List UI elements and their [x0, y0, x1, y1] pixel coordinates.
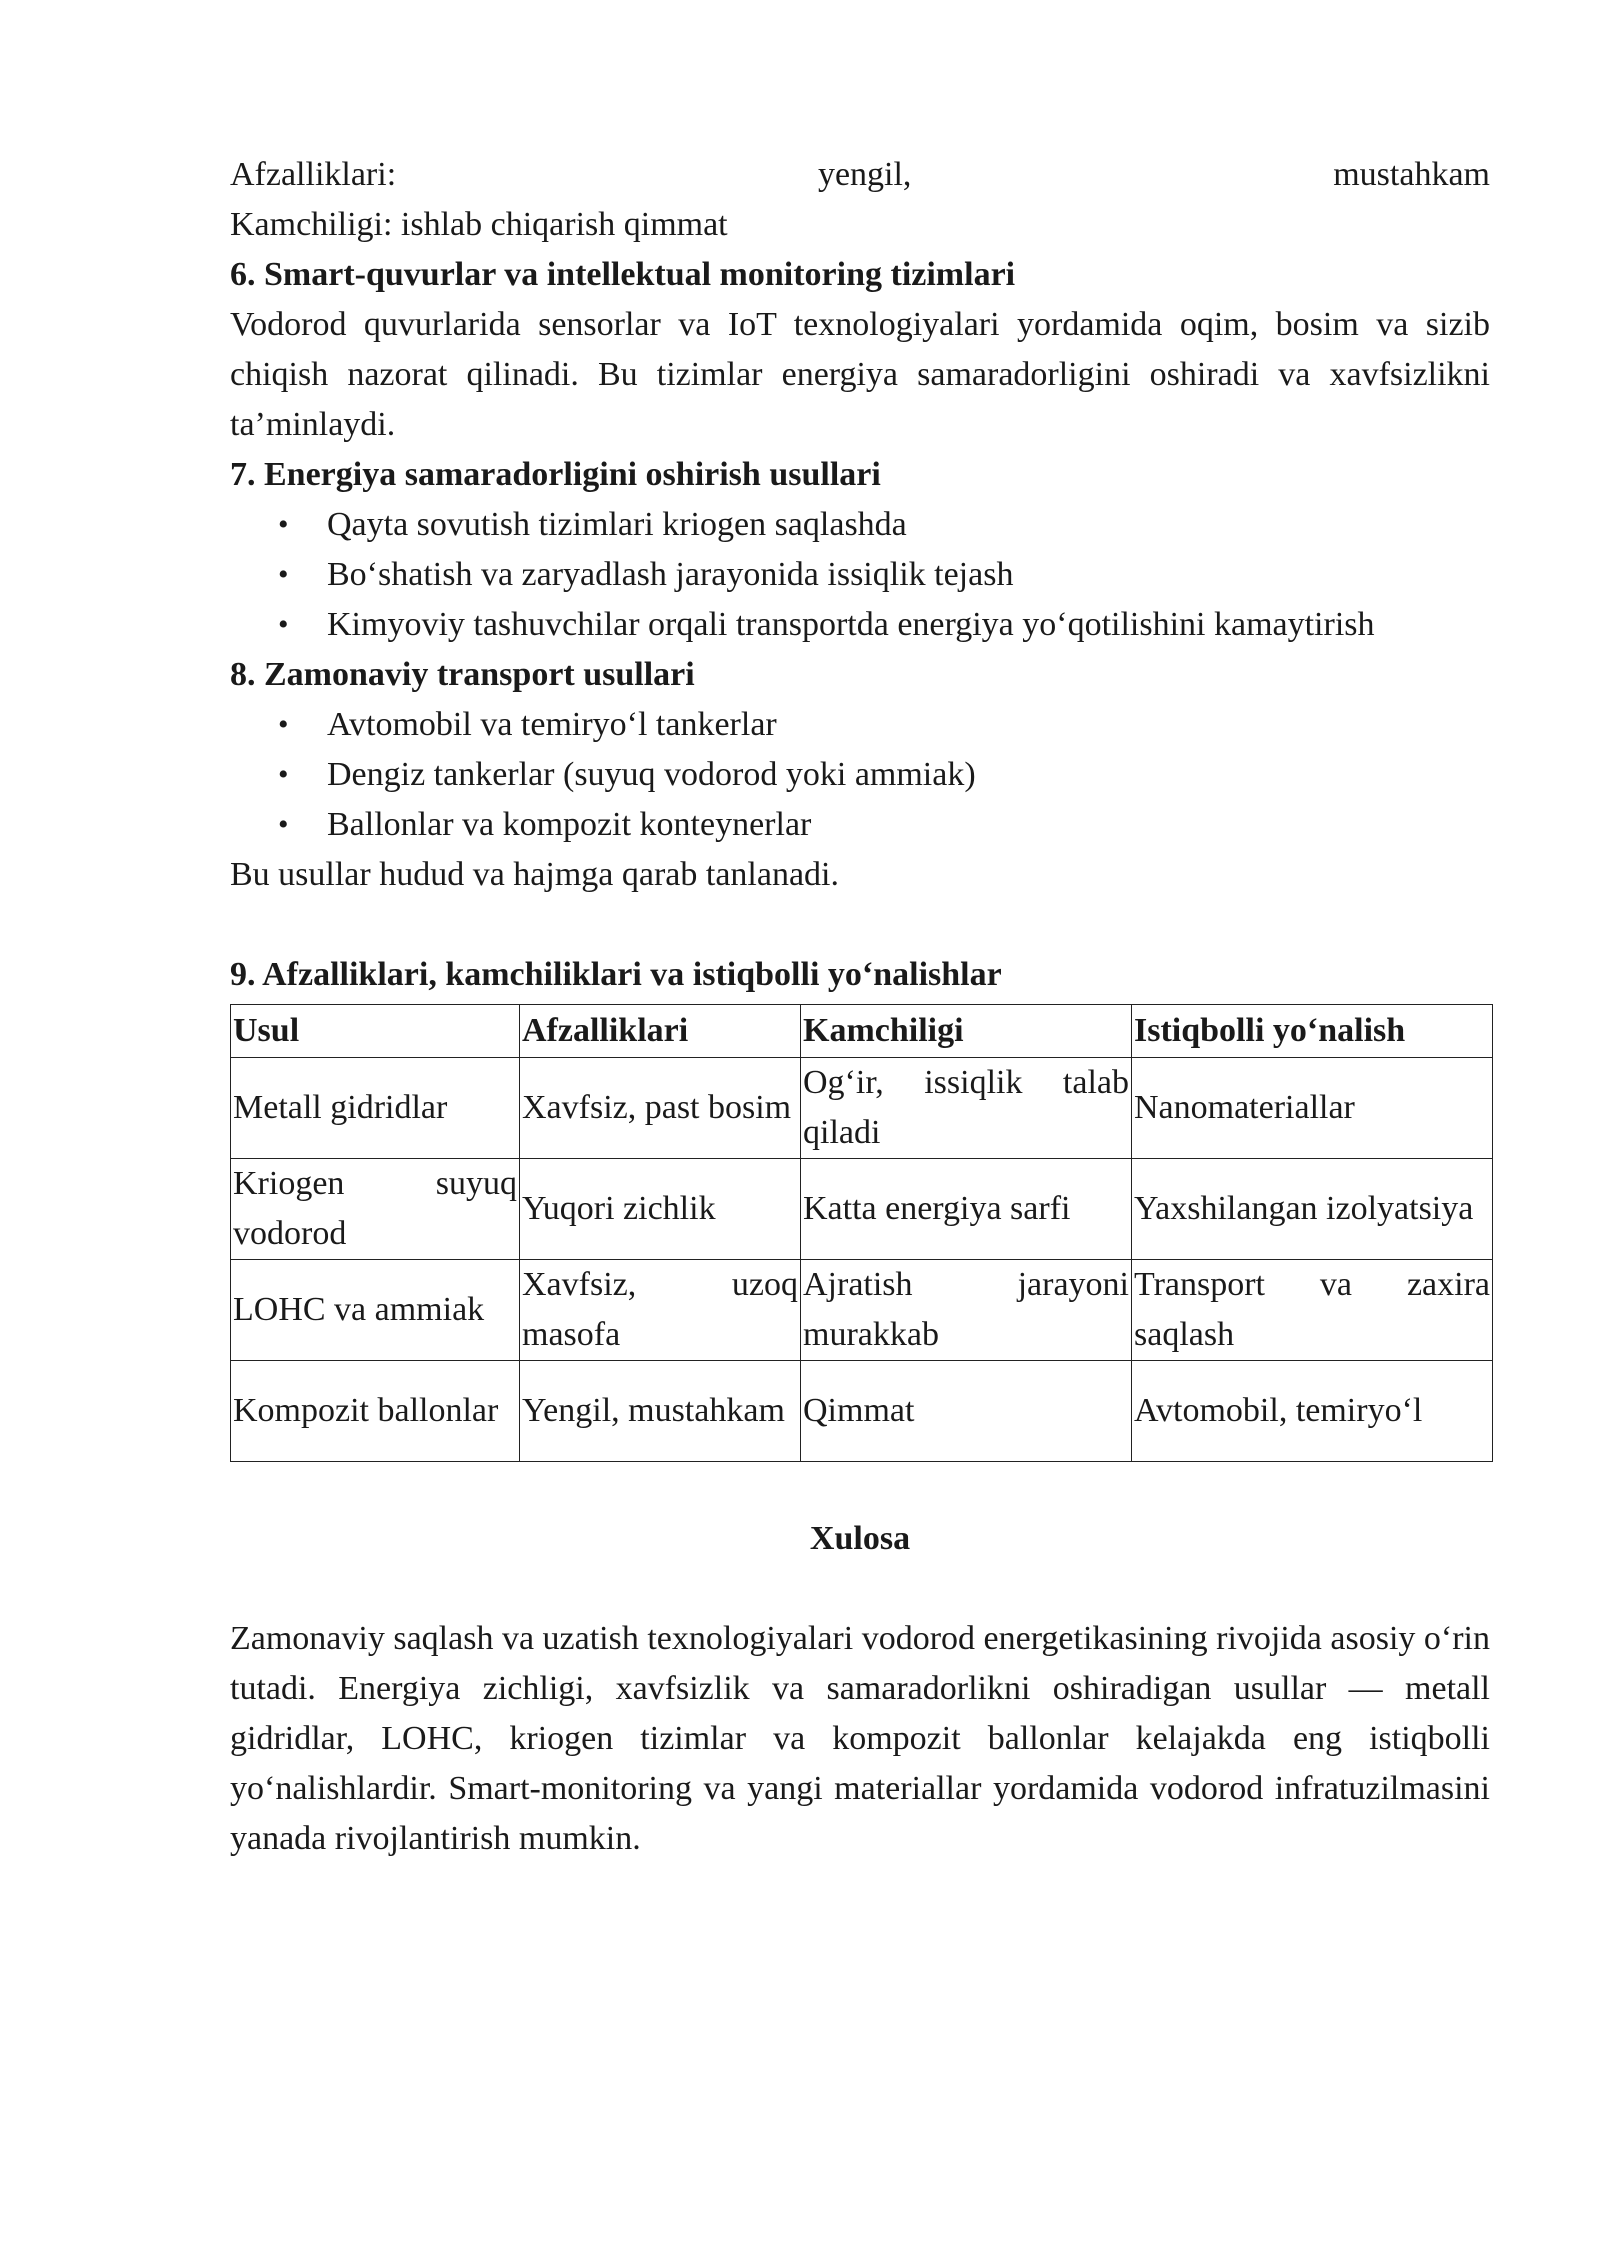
list-item: • Dengiz tankerlar (suyuq vodorod yoki ammiak): [230, 750, 1490, 800]
table-cell: Ajratish jarayoni murakkab: [801, 1260, 1132, 1361]
table-cell: Kriogen suyuq vodorod: [231, 1159, 520, 1260]
header-usul: Usul: [231, 1005, 520, 1058]
table-cell: Qimmat: [801, 1361, 1132, 1462]
header-kamchiligi: Kamchiligi: [801, 1005, 1132, 1058]
list-item: • Qayta sovutish tizimlari kriogen saqlashda: [230, 500, 1490, 550]
section-7-list: [230, 500, 1490, 650]
table-cell: Katta energiya sarfi: [801, 1159, 1132, 1260]
conclusion-body: Zamonaviy saqlash va uzatish texnologiyalari vodorod energetikasining rivojida asosiy o‘rin tutadi. Energiya zichligi, xavfsizlik va samaradorlikni oshiradigan usullar — metall gidridlar, LOHC, kriogen tizimlar va kompozit ballonlar kelajakda eng istiqbolli yo‘nalishlardir. Smart-monitoring va yangi materiallar yordamida vodorod infratuzilmasini yanada rivojlantirish mumkin.: [230, 1620, 1490, 1857]
document-page: [230, 150, 1490, 1864]
table-cell: Kompozit ballonlar: [231, 1361, 520, 1462]
list-item: • Kimyoviy tashuvchilar orqali transportda energiya yo‘qotilishini kamaytirish: [230, 600, 1490, 650]
table-cell: Xavfsiz, past bosim: [520, 1058, 801, 1159]
section-8-note: Bu usullar hudud va hajmga qarab tanlanadi.: [230, 856, 839, 893]
list-item: • Ballonlar va kompozit konteynerlar: [230, 800, 1490, 850]
section-8-list: [230, 700, 1490, 850]
table-header-row: [231, 1005, 1493, 1058]
table-cell: Og‘ir, issiqlik talab qiladi: [801, 1058, 1132, 1159]
list-item: • Bo‘shatish va zaryadlash jarayonida issiqlik tejash: [230, 550, 1490, 600]
table-cell: Yaxshilangan izolyatsiya: [1132, 1159, 1493, 1260]
advantages-label: Afzalliklari:: [230, 156, 397, 193]
section-8-title: 8. Zamonaviy transport usullari: [230, 656, 695, 693]
table-row: [231, 1361, 1493, 1462]
table-row: [231, 1260, 1493, 1361]
table-row: [231, 1058, 1493, 1159]
table-cell: Avtomobil, temiryo‘l: [1132, 1361, 1493, 1462]
section-7-title: 7. Energiya samaradorligini oshirish usullari: [230, 456, 881, 493]
advantages-word-2: mustahkam: [1333, 156, 1490, 193]
advantages-word-1: yengil,: [817, 156, 912, 193]
table-cell: LOHC va ammiak: [231, 1260, 520, 1361]
header-afzalliklari: Afzalliklari: [520, 1005, 801, 1058]
table-cell: Nanomateriallar: [1132, 1058, 1493, 1159]
comparison-table: [230, 1004, 1493, 1462]
table-cell: Yuqori zichlik: [520, 1159, 801, 1260]
conclusion-title: Xulosa: [809, 1520, 911, 1557]
section-6-title: 6. Smart-quvurlar va intellektual monitoring tizimlari: [230, 256, 1016, 293]
table-row: [231, 1159, 1493, 1260]
section-6-body: Vodorod quvurlarida sensorlar va IoT texnologiyalari yordamida oqim, bosim va sizib chiqish nazorat qilinadi. Bu tizimlar energiya samaradorligini oshiradi va xavfsizlikni ta’minlaydi.: [230, 306, 1490, 443]
spacer: [230, 900, 1490, 950]
table-cell: Xavfsiz, uzoq masofa: [520, 1260, 801, 1361]
table-cell: Transport va zaxira saqlash: [1132, 1260, 1493, 1361]
table-cell: Metall gidridlar: [231, 1058, 520, 1159]
drawback-line: Kamchiligi: ishlab chiqarish qimmat: [230, 206, 728, 243]
table-cell: Yengil, mustahkam: [520, 1361, 801, 1462]
list-item: • Avtomobil va temiryo‘l tankerlar: [230, 700, 1490, 750]
section-9-title: 9. Afzalliklari, kamchiliklari va istiqbolli yo‘nalishlar: [230, 956, 1002, 993]
advantages-line: [230, 150, 1490, 200]
header-istiqbolli: Istiqbolli yo‘nalish: [1132, 1005, 1493, 1058]
